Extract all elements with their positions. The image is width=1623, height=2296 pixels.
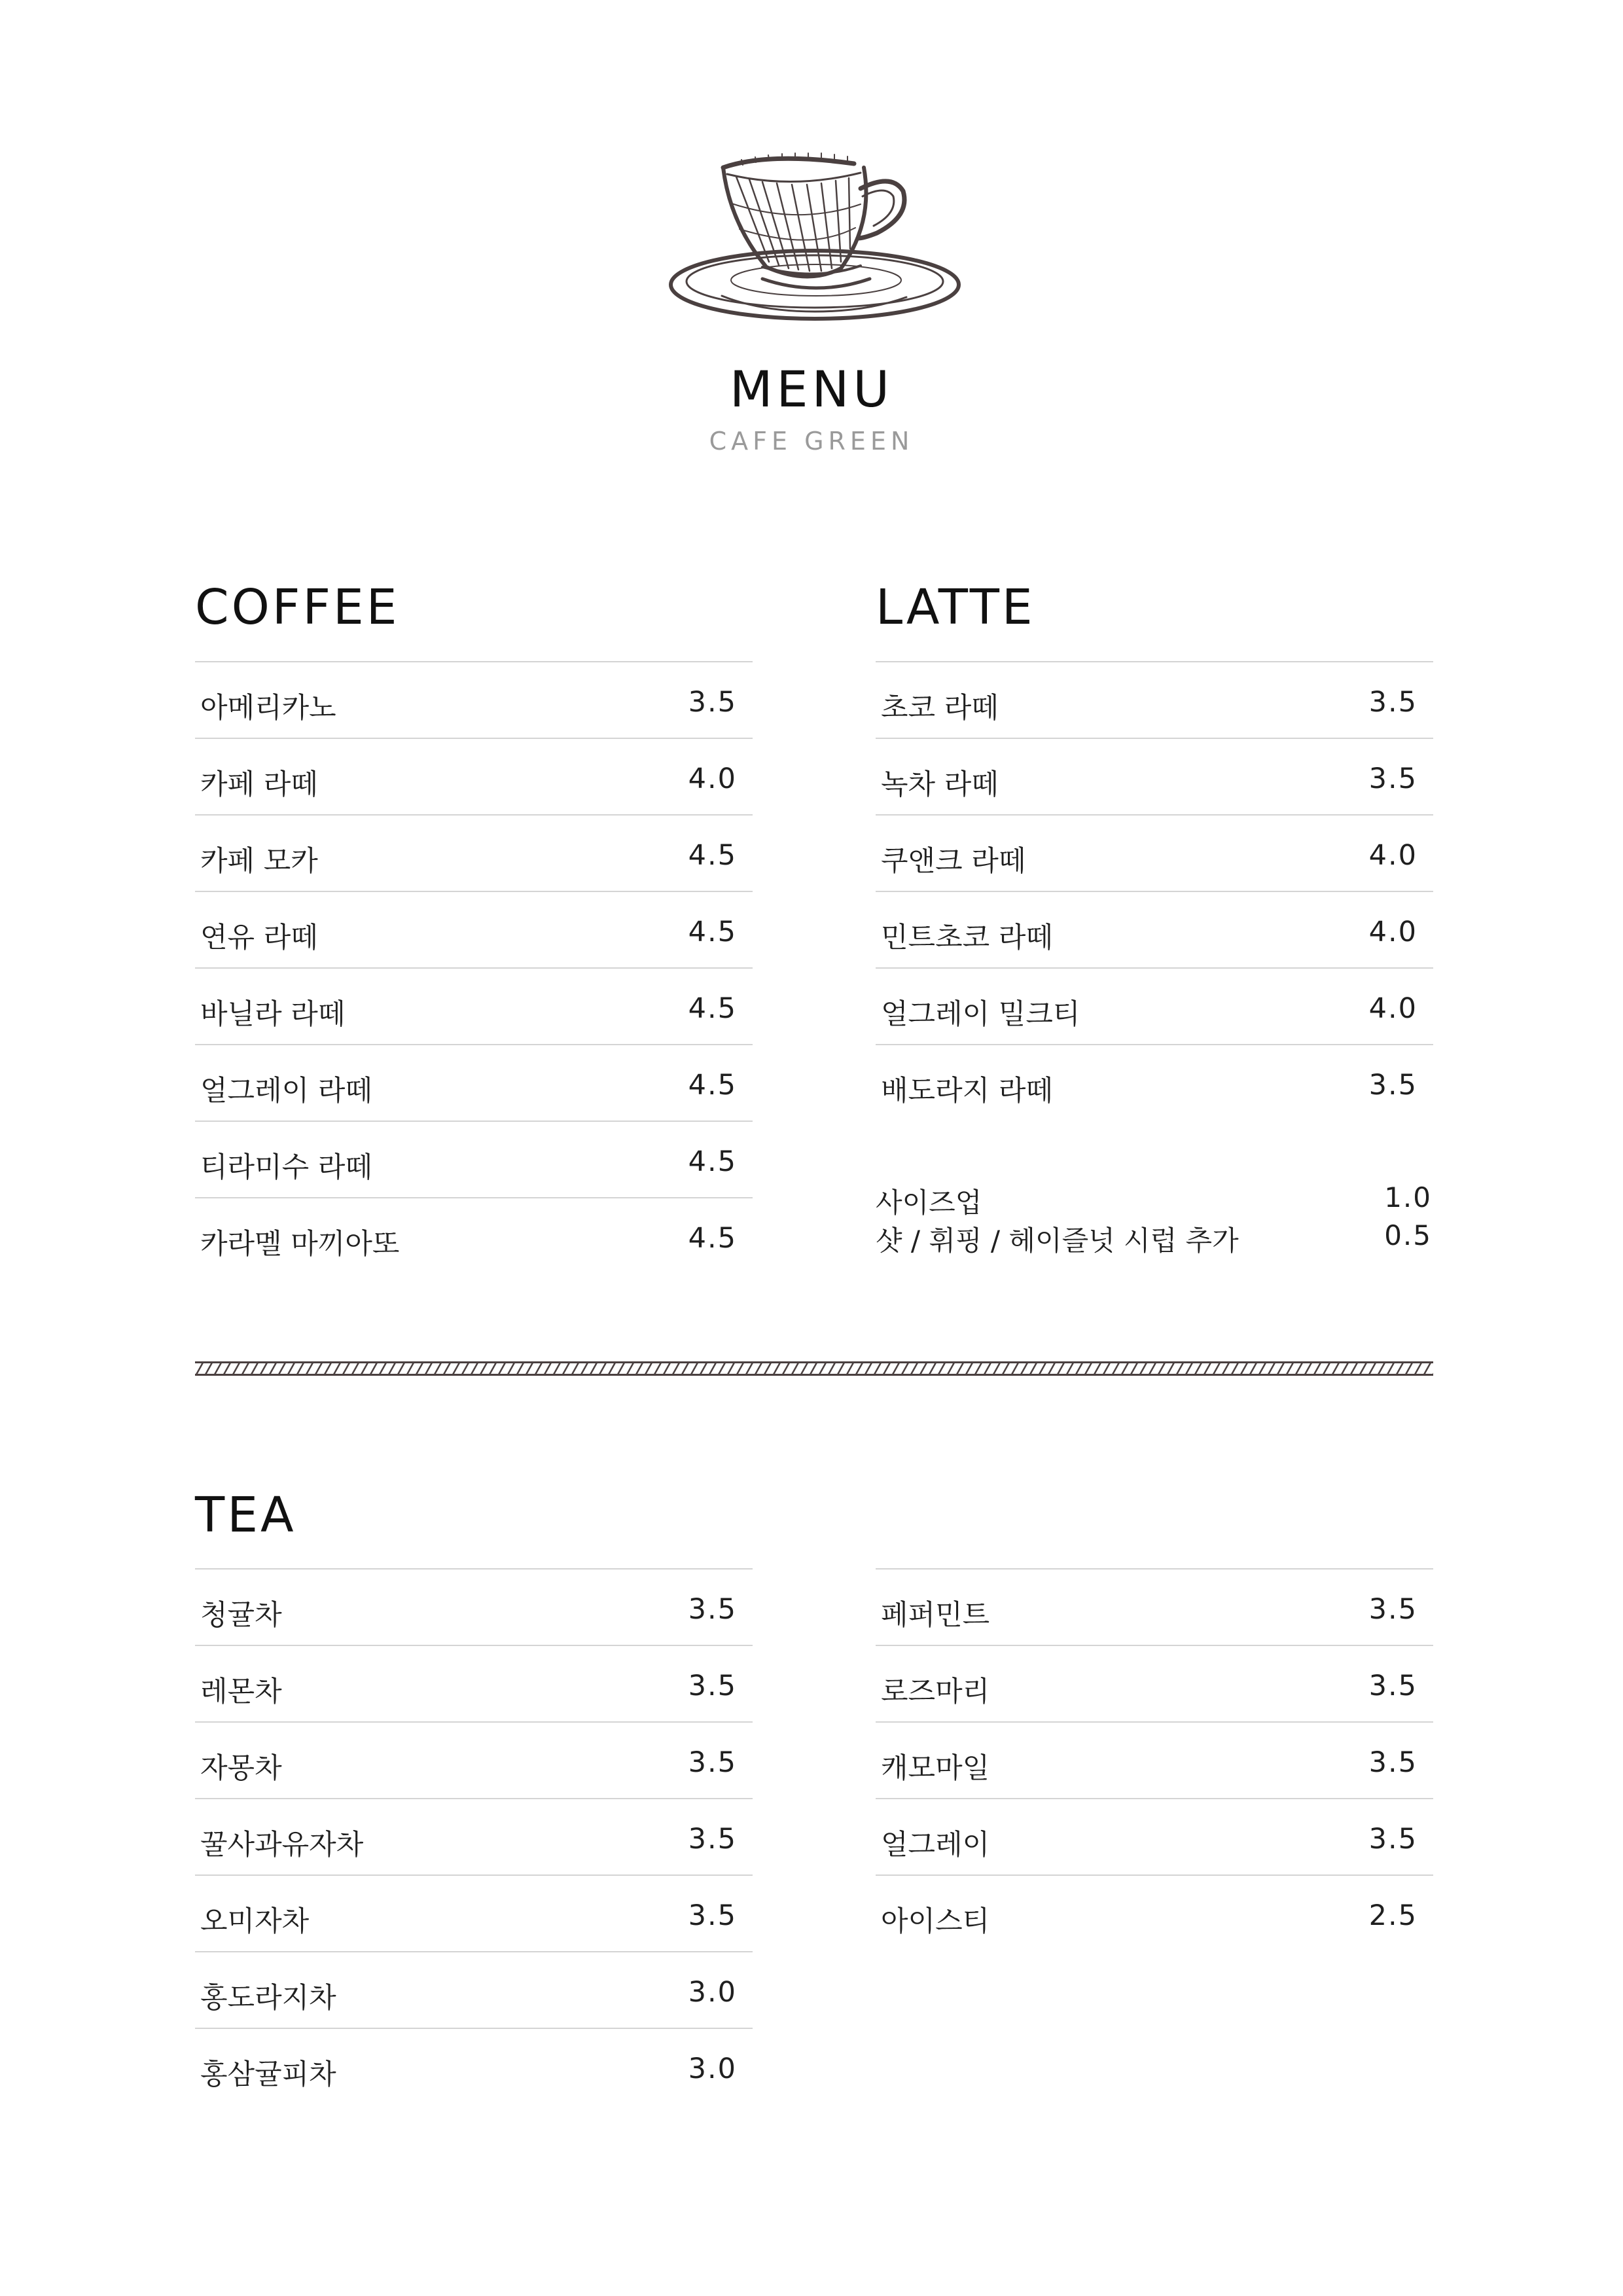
item-name: 로즈마리 bbox=[881, 1676, 990, 1708]
extra-item bbox=[876, 1181, 1432, 1219]
item-name: 페퍼민트 bbox=[881, 1599, 990, 1632]
item-price: 4.5 bbox=[688, 839, 737, 872]
menu-item bbox=[876, 891, 1433, 967]
item-price: 3.5 bbox=[688, 686, 737, 719]
item-price: 3.5 bbox=[1368, 1069, 1418, 1102]
item-price: 4.0 bbox=[688, 762, 737, 795]
item-name: 아메리카노 bbox=[200, 692, 336, 725]
item-name: 꿀사과유자차 bbox=[200, 1829, 364, 1861]
menu-item bbox=[195, 1645, 753, 1721]
menu-item bbox=[876, 1645, 1433, 1721]
menu-item bbox=[195, 1568, 753, 1645]
tea-list-right bbox=[876, 1568, 1433, 1951]
coffee-cup-icon bbox=[664, 151, 965, 334]
item-price: 3.5 bbox=[1368, 1746, 1418, 1779]
item-price: 4.0 bbox=[1368, 916, 1418, 948]
item-name: 카페 모카 bbox=[200, 845, 318, 878]
item-name: 얼그레이 bbox=[881, 1829, 990, 1861]
item-price: 3.5 bbox=[1368, 1670, 1418, 1702]
menu-item bbox=[195, 1951, 753, 2028]
item-price: 3.0 bbox=[688, 2053, 737, 2085]
item-price: 3.5 bbox=[1368, 1823, 1418, 1856]
extra-item bbox=[876, 1219, 1432, 1257]
item-price: 0.5 bbox=[1384, 1219, 1432, 1251]
item-name: 초코 라떼 bbox=[881, 692, 999, 725]
item-name: 자몽차 bbox=[200, 1752, 282, 1785]
menu-item bbox=[876, 967, 1433, 1044]
section-title-tea: TEA bbox=[195, 1487, 296, 1543]
menu-item bbox=[876, 1044, 1433, 1121]
section-title-latte: LATTE bbox=[876, 579, 1035, 636]
item-name: 카라멜 마끼아또 bbox=[200, 1228, 400, 1261]
menu-item bbox=[195, 1721, 753, 1798]
menu-item bbox=[876, 1798, 1433, 1874]
item-name: 오미자차 bbox=[200, 1905, 310, 1938]
menu-item bbox=[195, 814, 753, 891]
menu-item bbox=[195, 967, 753, 1044]
item-price: 3.5 bbox=[688, 1746, 737, 1779]
item-name: 레몬차 bbox=[200, 1676, 282, 1708]
item-name: 청귤차 bbox=[200, 1599, 282, 1632]
tea-list-left bbox=[195, 1568, 753, 2104]
latte-list bbox=[876, 661, 1433, 1121]
item-name: 캐모마일 bbox=[881, 1752, 990, 1785]
menu-item bbox=[876, 661, 1433, 738]
item-name: 홍삼귤피차 bbox=[200, 2058, 336, 2091]
latte-extras bbox=[876, 1181, 1432, 1257]
item-name: 민트초코 라떼 bbox=[881, 922, 1053, 954]
item-name: 홍도라지차 bbox=[200, 1982, 336, 2015]
item-price: 2.5 bbox=[1368, 1899, 1418, 1932]
item-name: 바닐라 라떼 bbox=[200, 998, 346, 1031]
item-price: 4.0 bbox=[1368, 839, 1418, 872]
section-title-coffee: COFFEE bbox=[195, 579, 400, 636]
item-price: 4.5 bbox=[688, 916, 737, 948]
menu-item bbox=[876, 814, 1433, 891]
cafe-name: CAFE GREEN bbox=[709, 427, 914, 456]
menu-item bbox=[876, 738, 1433, 814]
item-price: 4.5 bbox=[688, 1069, 737, 1102]
coffee-list bbox=[195, 661, 753, 1274]
menu-item bbox=[876, 1874, 1433, 1951]
item-price: 3.5 bbox=[1368, 762, 1418, 795]
item-price: 3.5 bbox=[1368, 1593, 1418, 1626]
item-name: 티라미수 라떼 bbox=[200, 1151, 372, 1184]
item-name: 샷 / 휘핑 / 헤이즐넛 시럽 추가 bbox=[876, 1225, 1239, 1257]
menu-item bbox=[195, 1044, 753, 1121]
item-price: 3.0 bbox=[688, 1976, 737, 2009]
item-name: 카페 라떼 bbox=[200, 768, 318, 801]
menu-item bbox=[195, 1197, 753, 1274]
item-name: 배도라지 라떼 bbox=[881, 1075, 1053, 1107]
item-price: 3.5 bbox=[688, 1670, 737, 1702]
item-price: 3.5 bbox=[1368, 686, 1418, 719]
item-price: 3.5 bbox=[688, 1823, 737, 1856]
item-name: 얼그레이 밀크티 bbox=[881, 998, 1080, 1031]
menu-item bbox=[195, 661, 753, 738]
item-price: 3.5 bbox=[688, 1899, 737, 1932]
item-price: 4.5 bbox=[688, 992, 737, 1025]
menu-item bbox=[195, 1798, 753, 1874]
item-name: 얼그레이 라떼 bbox=[200, 1075, 372, 1107]
item-name: 녹차 라떼 bbox=[881, 768, 999, 801]
item-price: 4.5 bbox=[688, 1145, 737, 1178]
menu-item bbox=[876, 1721, 1433, 1798]
page-title: MENU bbox=[729, 360, 894, 418]
menu-item bbox=[876, 1568, 1433, 1645]
item-name: 사이즈업 bbox=[876, 1187, 982, 1219]
menu-item bbox=[195, 1121, 753, 1197]
section-divider bbox=[195, 1361, 1433, 1376]
item-name: 연유 라떼 bbox=[200, 922, 318, 954]
item-price: 3.5 bbox=[688, 1593, 737, 1626]
menu-item bbox=[195, 738, 753, 814]
item-price: 1.0 bbox=[1384, 1181, 1432, 1213]
item-price: 4.0 bbox=[1368, 992, 1418, 1025]
item-name: 아이스티 bbox=[881, 1905, 990, 1938]
menu-item bbox=[195, 1874, 753, 1951]
item-name: 쿠앤크 라떼 bbox=[881, 845, 1026, 878]
item-price: 4.5 bbox=[688, 1222, 737, 1255]
menu-item bbox=[195, 2028, 753, 2104]
menu-item bbox=[195, 891, 753, 967]
